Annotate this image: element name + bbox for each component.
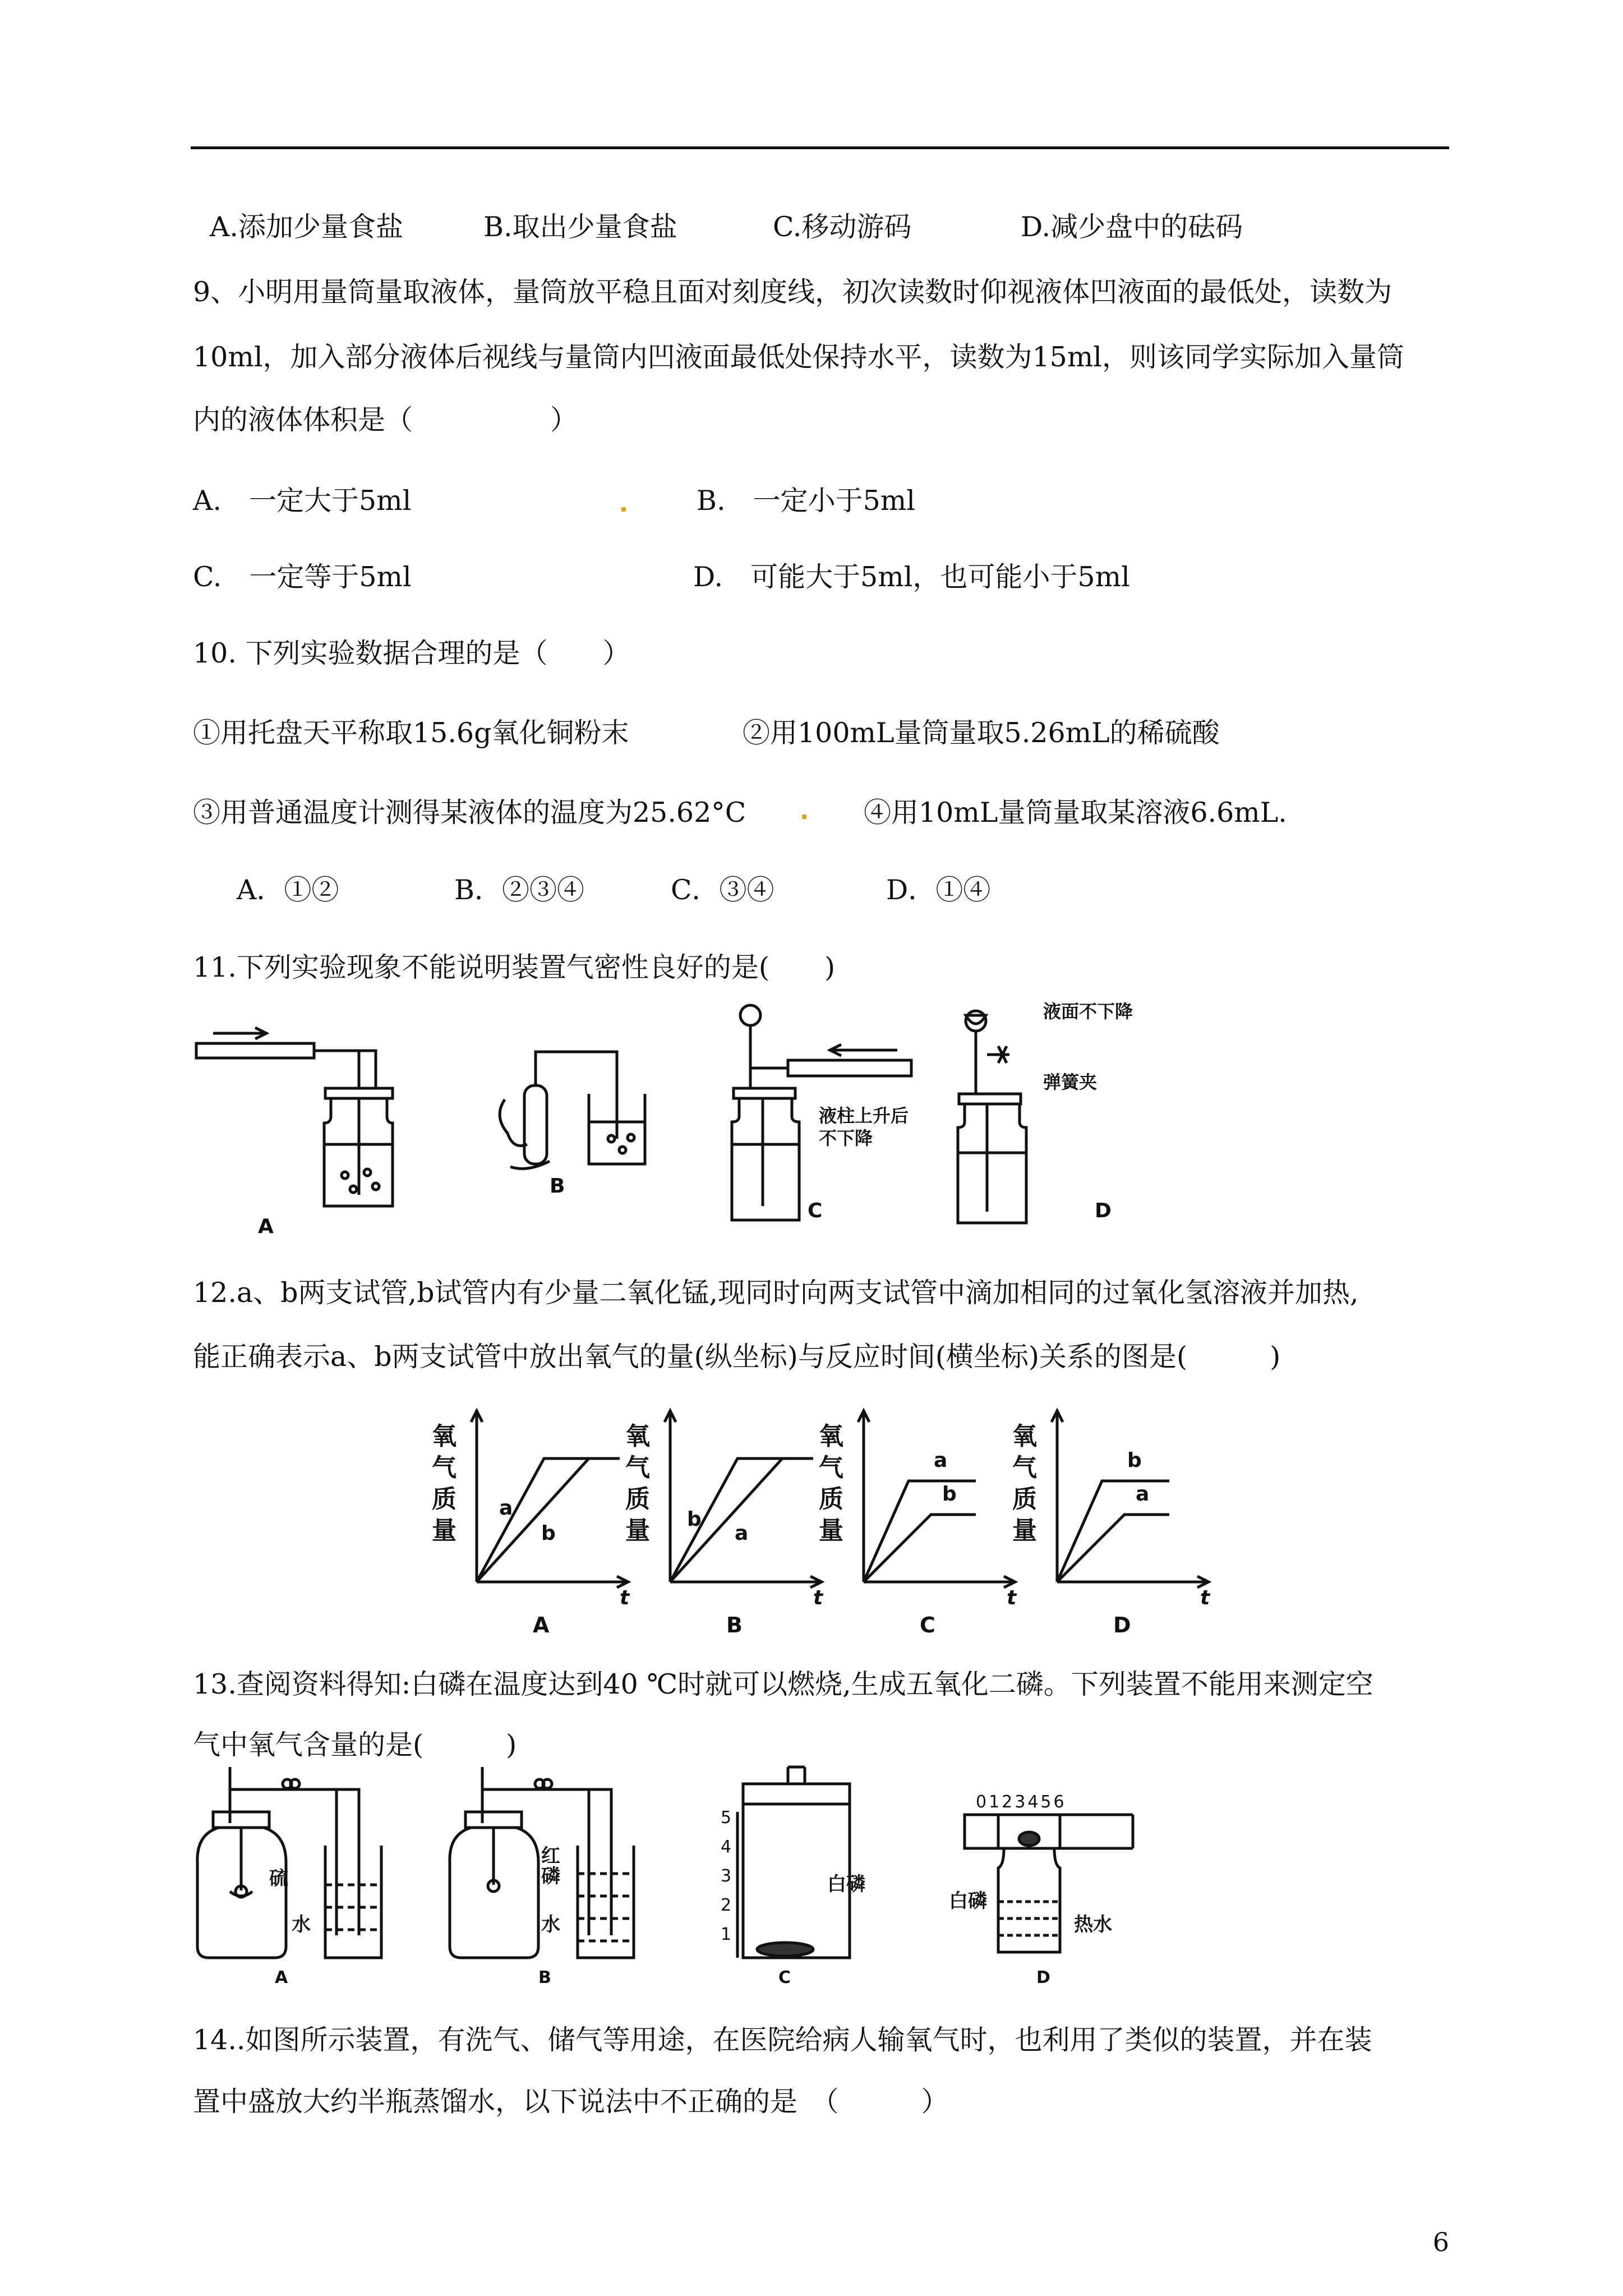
- yellow-mark: [621, 507, 626, 512]
- q12-option-label: A: [533, 1613, 550, 1637]
- q14-stem-line2: 置中盛放大约半瓶蒸馏水，以下说法中不正确的是 （ ）: [193, 2086, 949, 2118]
- q13-scale-3: 3: [721, 1866, 732, 1886]
- q12-option-label: B: [726, 1613, 743, 1637]
- q13-label-c: C: [778, 1968, 791, 1987]
- q12-curve-label-b: b: [1127, 1449, 1142, 1472]
- q12-x-label: t: [1200, 1586, 1210, 1609]
- q13-red-p-label-2: 磷: [541, 1865, 560, 1888]
- q12-y-label-char: 量: [819, 1516, 843, 1545]
- q12-y-label-char: 量: [432, 1516, 457, 1545]
- q12-x-label: t: [1007, 1586, 1017, 1609]
- q12-curve-label-b: b: [541, 1522, 556, 1545]
- q12-y-label-char: 气: [432, 1453, 457, 1482]
- q12-x-label: t: [813, 1586, 823, 1609]
- q13-white-p-label-d: 白磷: [949, 1890, 987, 1912]
- q12-curve-label-a: a: [499, 1497, 513, 1520]
- q12-stem-line1: 12.a、b两支试管,b试管内有少量二氧化锰,现同时向两支试管中滴加相同的过氧化氢溶液并加热,: [193, 1277, 1359, 1309]
- q13-stem-line2: 气中氧气含量的是( ): [193, 1729, 517, 1761]
- yellow-mark: [802, 815, 806, 819]
- q12-y-label-char: 氧: [819, 1422, 843, 1451]
- q13-stem-line1: 13.查阅资料得知:白磷在温度达到40 ℃时就可以燃烧,生成五氧化二磷。下列装置不能用来测定空: [193, 1668, 1373, 1700]
- q10-stem: 10. 下列实验数据合理的是（ ）: [193, 637, 630, 669]
- q8-option-a: A.添加少量食盐: [210, 211, 403, 243]
- q12-curve-a: [1057, 1515, 1169, 1582]
- q12-curve-label-b: b: [687, 1508, 702, 1531]
- q12-y-label-char: 质: [432, 1485, 457, 1513]
- q12-stem-line2: 能正确表示a、b两支试管中放出氧气的量(纵坐标)与反应时间(横坐标)关系的图是( ): [193, 1341, 1281, 1373]
- q12-y-label-char: 气: [819, 1453, 843, 1482]
- q12-curve-label-a: a: [934, 1449, 948, 1472]
- q8-option-d: D.减少盘中的砝码: [1021, 211, 1243, 243]
- q12-curve-label-a: a: [735, 1522, 749, 1545]
- q12-x-label: t: [620, 1586, 630, 1609]
- q9-option-a: A. 一定大于5ml: [193, 485, 412, 517]
- q11-apparatus-a: [196, 1028, 393, 1206]
- q13-apparatus-a: [197, 1767, 381, 1958]
- q11-c-annotation-2: 不下降: [819, 1128, 873, 1149]
- q12-curve-b: [864, 1515, 976, 1582]
- q9-stem-line1: 9、小明用量筒量取液体，量筒放平稳且面对刻度线，初次读数时仰视液体凹液面的最低处，读数为: [193, 276, 1393, 308]
- q11-label-d: D: [1095, 1199, 1112, 1222]
- q12-curve-a: [477, 1458, 620, 1582]
- q11-d-annotation-2: 弹簧夹: [1043, 1071, 1098, 1093]
- q13-scale-4: 4: [721, 1837, 732, 1857]
- q13-label-b: B: [538, 1968, 551, 1987]
- q13-label-a: A: [275, 1968, 288, 1987]
- q11-apparatus-figure: [191, 1001, 1178, 1238]
- q11-apparatus-b: [500, 1052, 645, 1168]
- q11-label-c: C: [808, 1199, 823, 1222]
- q12-y-label-char: 气: [625, 1453, 650, 1482]
- q12-y-label-char: 氧: [432, 1422, 457, 1451]
- q12-option-label: D: [1113, 1613, 1131, 1637]
- q12-y-label-char: 质: [625, 1485, 650, 1513]
- q11-d-annotation-1: 液面不下降: [1043, 1001, 1133, 1022]
- q12-y-label-char: 质: [819, 1485, 843, 1513]
- q8-option-c: C.移动游码: [773, 211, 912, 243]
- q13-apparatus-figure: [191, 1767, 1178, 1986]
- q12-curve-label-a: a: [1136, 1483, 1150, 1506]
- q12-graphs-figure: [426, 1391, 1210, 1638]
- q13-white-p-label-c: 白磷: [827, 1873, 865, 1895]
- q13-scale-1: 1: [721, 1925, 732, 1944]
- q13-apparatus-c: [737, 1767, 850, 1958]
- q10-item-1: ①用托盘天平称取15.6g氧化铜粉末: [193, 717, 629, 749]
- q9-stem-line2: 10ml，加入部分液体后视线与量筒内凹液面最低处保持水平，读数为15ml，则该同学实际加入量筒: [193, 341, 1404, 373]
- header-rule: [191, 146, 1449, 149]
- q13-scale-5: 5: [721, 1808, 732, 1828]
- q11-c-annotation-1: 液柱上升后: [819, 1105, 909, 1126]
- q12-y-label-char: 质: [1012, 1485, 1037, 1513]
- q12-y-label-char: 量: [1012, 1516, 1037, 1545]
- q8-option-b: B.取出少量食盐: [483, 211, 677, 243]
- q13-scale-2: 2: [721, 1895, 732, 1915]
- q10-option-b: B．②③④: [454, 874, 585, 906]
- q13-red-p-label-1: 红: [541, 1845, 560, 1867]
- q9-option-c: C. 一定等于5ml: [193, 561, 412, 593]
- q10-option-d: D．①④: [886, 874, 991, 906]
- q12-curve-b: [477, 1458, 620, 1582]
- q9-stem-line3: 内的液体体积是（ ）: [193, 404, 578, 436]
- q13-sulfur-label: 硫: [269, 1867, 288, 1890]
- q12-y-label-char: 气: [1012, 1453, 1037, 1482]
- q10-option-a: A．①②: [237, 874, 339, 906]
- q11-label-a: A: [258, 1215, 274, 1238]
- q10-item-4: ④用10mL量筒量取某溶液6.6mL.: [864, 797, 1287, 829]
- q12-y-label-char: 量: [625, 1516, 650, 1545]
- q12-option-label: C: [920, 1613, 935, 1637]
- q12-curve-label-b: b: [942, 1483, 957, 1506]
- q9-option-d: D. 可能大于5ml，也可能小于5ml: [693, 561, 1130, 593]
- q11-label-b: B: [550, 1175, 565, 1198]
- q10-item-2: ②用100mL量筒量取5.26mL的稀硫酸: [743, 717, 1220, 749]
- q12-y-label-char: 氧: [625, 1422, 650, 1451]
- q12-y-label-char: 氧: [1012, 1422, 1037, 1451]
- q13-water-label-a: 水: [292, 1913, 311, 1936]
- q10-item-3: ③用普通温度计测得某液体的温度为25.62°C: [193, 797, 746, 829]
- q13-water-label-b: 水: [541, 1913, 560, 1936]
- page-number: 6: [1432, 2227, 1449, 2257]
- q11-stem: 11.下列实验现象不能说明装置气密性良好的是( ): [193, 951, 836, 983]
- q9-option-b: B. 一定小于5ml: [697, 485, 915, 517]
- q11-apparatus-d: [958, 1011, 1026, 1223]
- q13-hot-water-label: 热水: [1074, 1913, 1112, 1936]
- q14-stem-line1: 14..如图所示装置，有洗气、储气等用途，在医院给病人输氧气时，也利用了类似的装置，并在装: [193, 2024, 1372, 2056]
- q10-option-c: C．③④: [671, 874, 774, 906]
- q13-scale-d: 0123456: [976, 1792, 1067, 1812]
- q13-label-d: D: [1036, 1968, 1050, 1987]
